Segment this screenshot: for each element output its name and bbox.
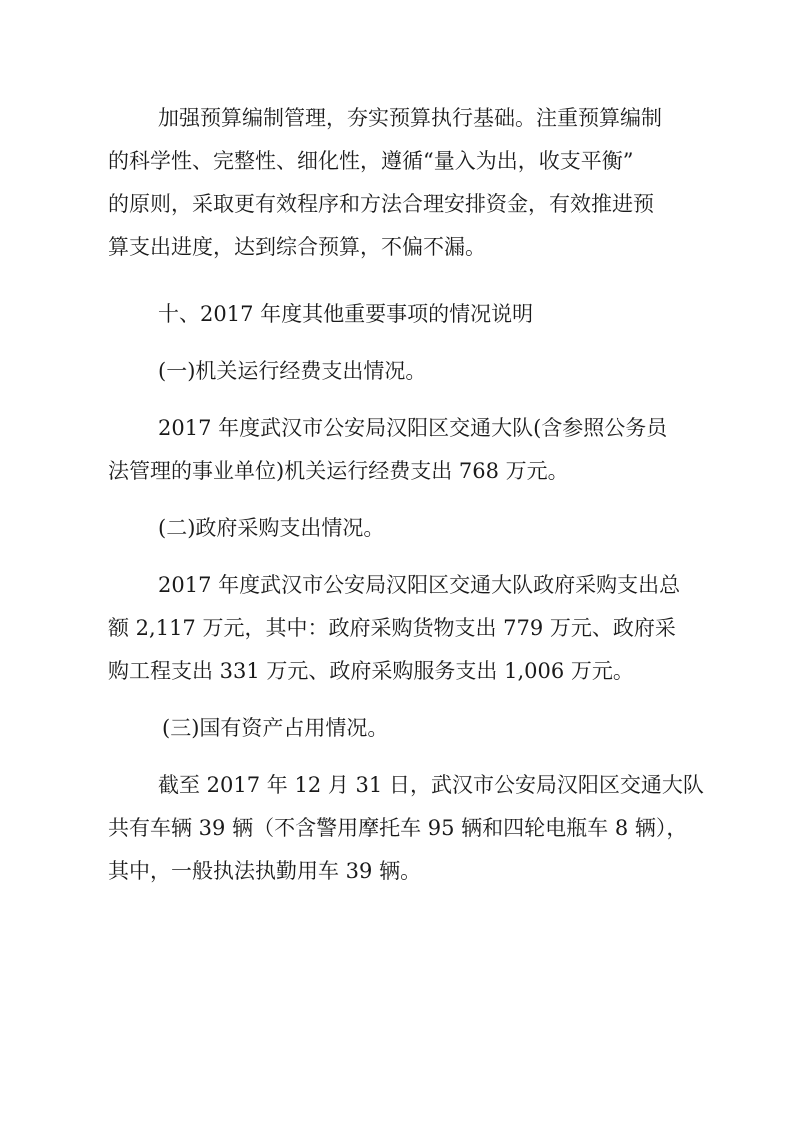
paragraph-budget-line-3: 的原则，采取更有效程序和方法合理安排资金，有效推进预 [108,192,654,216]
section-ten-heading: 十、2017 年度其他重要事项的情况说明 [158,302,534,326]
subsection-3-body-line-3: 其中，一般执法执勤用车 39 辆。 [108,859,422,883]
subsection-3-body-line-1: 截至 2017 年 12 月 31 日，武汉市公安局汉阳区交通大队 [158,773,704,797]
subsection-3-heading: (三)国有资产占用情况。 [162,716,389,740]
subsection-2-body-line-2: 额 2,117 万元，其中：政府采购货物支出 779 万元、政府采 [108,616,676,640]
subsection-1-body-line-2: 法管理的事业单位)机关运行经费支出 768 万元。 [108,459,569,483]
paragraph-budget-line-1: 加强预算编制管理，夯实预算执行基础。注重预算编制 [158,106,662,130]
paragraph-budget-line-2: 的科学性、完整性、细化性，遵循“量入为出，收支平衡” [108,149,634,173]
subsection-3-body-line-2: 共有车辆 39 辆（不含警用摩托车 95 辆和四轮电瓶车 8 辆）， [108,816,688,840]
subsection-1-body-line-1: 2017 年度武汉市公安局汉阳区交通大队(含参照公务员 [158,416,668,440]
subsection-2-body-line-1: 2017 年度武汉市公安局汉阳区交通大队政府采购支出总 [158,573,681,597]
subsection-1-heading: (一)机关运行经费支出情况。 [158,359,427,383]
paragraph-budget-line-4: 算支出进度，达到综合预算，不偏不漏。 [108,235,486,259]
subsection-2-heading: (二)政府采购支出情况。 [158,516,385,540]
subsection-2-body-line-3: 购工程支出 331 万元、政府采购服务支出 1,006 万元。 [108,659,634,683]
